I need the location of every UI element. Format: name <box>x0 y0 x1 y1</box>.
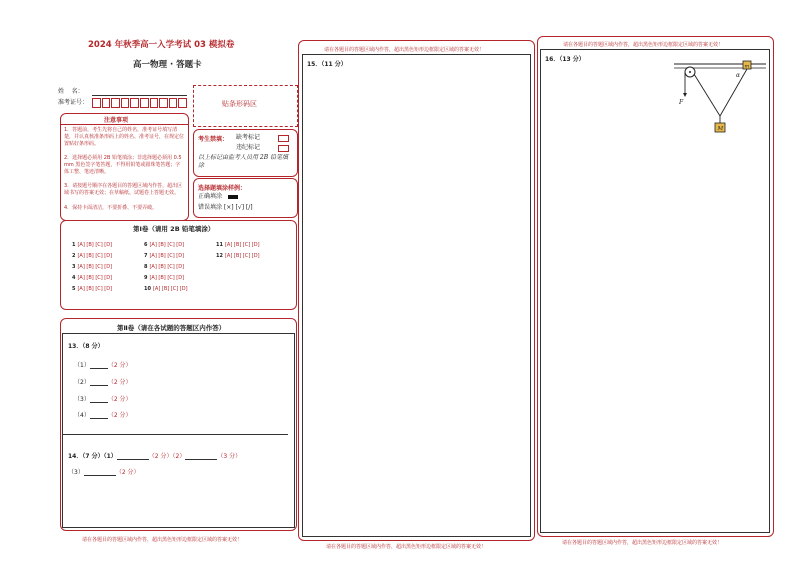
section1-title: 第Ⅰ卷（请用 2B 铅笔填涂） <box>133 225 215 233</box>
mcq-row[interactable] <box>144 242 184 248</box>
mcq-row[interactable] <box>72 264 112 270</box>
mcq-options[interactable]: [A] [B] [C] [D] <box>152 286 188 292</box>
notice-item: 4．保持卡面清洁，不要折叠、不要弄破。 <box>64 205 158 211</box>
violation-mark-label: 违纪标记 <box>236 144 261 151</box>
points: （2 分）（2） <box>148 453 186 460</box>
notice-divider <box>60 124 189 125</box>
angle-label: α <box>736 72 741 79</box>
points: （2 分） <box>107 379 132 386</box>
mass-small-label: m <box>744 63 750 70</box>
points: （2 分） <box>107 396 132 403</box>
mcq-row[interactable] <box>72 253 112 259</box>
mcq-options[interactable]: [A] [B] [C] [D] <box>149 242 185 248</box>
mcq-number: 2 <box>72 253 76 259</box>
notice-item: 3．请按题号顺序在各题目的答题区域内作答，超出区域书写的答案无效；在草稿纸、试题卷上答题无效。 <box>64 183 183 196</box>
q15-answer-box[interactable] <box>302 54 531 537</box>
answer-blank[interactable] <box>90 396 108 403</box>
q14-label: 14．（7 分）（1） <box>68 453 117 460</box>
q13-q14-divider <box>62 434 288 435</box>
name-label: 姓 名： <box>58 88 84 95</box>
pulley-figure <box>670 58 768 138</box>
mcq-row[interactable] <box>216 253 260 259</box>
q15-label: 15．（11 分） <box>307 61 347 68</box>
notice-title: 注意事项 <box>104 117 129 124</box>
answer-blank[interactable] <box>90 362 108 369</box>
exam-marks-label: 考生禁填： <box>198 136 229 143</box>
mcq-options[interactable]: [A] [B] [C] [D] <box>77 275 113 281</box>
warning-text: 请在各题目的答题区域内作答，超出黑色矩形边框限定区域的答案无效！ <box>563 42 724 48</box>
pulley-axle <box>689 71 691 73</box>
mcq-number: 12 <box>216 253 223 259</box>
fill-example-title: 选择题填涂样例： <box>198 185 247 192</box>
mass-large-label: M <box>717 126 724 132</box>
warning-text: 请在各题目的答题区域内作答，超出黑色矩形边框限定区域的答案无效！ <box>326 544 487 550</box>
section2-title: 第Ⅱ卷（请在各试题的答题区内作答） <box>117 324 226 332</box>
id-label: 准考证号： <box>58 99 89 106</box>
mcq-row[interactable] <box>72 275 112 281</box>
warning-text: 请在各题目的答题区域内作答，超出黑色矩形边框限定区域的答案无效！ <box>82 537 243 543</box>
mcq-row[interactable] <box>144 253 184 259</box>
notice-item: 2．选择题必须用 2B 铅笔填涂；非选择题必须用 0.5 mm 黑色签字笔答题，不得用铅笔或圆珠笔答题；字体工整、笔迹清晰。 <box>64 155 182 175</box>
mcq-row[interactable] <box>144 275 184 281</box>
q13-part[interactable] <box>74 377 132 386</box>
warning-text: 请在各题目的答题区域内作答，超出黑色矩形边框限定区域的答案无效！ <box>562 540 723 546</box>
mcq-number: 6 <box>144 242 148 248</box>
q14-line2[interactable] <box>68 467 140 476</box>
warning-text: 请在各题目的答题区域内作答，超出黑色矩形边框限定区域的答案无效！ <box>324 47 485 53</box>
q13-part[interactable] <box>74 360 132 369</box>
answer-blank[interactable] <box>84 469 116 476</box>
q14-line1[interactable] <box>68 451 241 460</box>
exam-subtitle: 高一物理 · 答题卡 <box>133 60 202 70</box>
mcq-options[interactable]: [A] [B] [C] [D] <box>77 242 113 248</box>
q13-part[interactable] <box>74 394 132 403</box>
arrow-head <box>683 93 687 97</box>
q13-part-label: （3） <box>74 396 90 403</box>
points: （2 分） <box>107 412 132 419</box>
mcq-row[interactable] <box>72 286 112 292</box>
rope <box>694 74 720 116</box>
mcq-options[interactable]: [A] [B] [C] [D] <box>149 275 185 281</box>
mcq-number: 4 <box>72 275 76 281</box>
mcq-number: 1 <box>72 242 76 248</box>
id-boxes[interactable] <box>92 98 187 108</box>
mcq-options[interactable]: [A] [B] [C] [D] <box>77 264 113 270</box>
mcq-options[interactable]: [A] [B] [C] [D] <box>224 242 260 248</box>
wrong-fill-label: 错误填涂 [×] [√] [/] <box>198 204 253 211</box>
answer-blank[interactable] <box>90 379 108 386</box>
correct-fill-sample <box>228 195 238 199</box>
q13-part-label: （4） <box>74 412 90 419</box>
name-field[interactable] <box>92 95 187 96</box>
mcq-row[interactable] <box>144 286 188 292</box>
points: （2 分） <box>107 362 132 369</box>
mcq-number: 10 <box>144 286 151 292</box>
answer-blank[interactable] <box>185 453 217 460</box>
q13-part-label: （1） <box>74 362 90 369</box>
points: （2 分） <box>115 469 140 476</box>
mcq-number: 3 <box>72 264 76 270</box>
answer-blank[interactable] <box>117 453 149 460</box>
notice-item: 1．答题前，考生先将自己的姓名，准考证号填写清楚，并认真核准条形码上的姓名、准考证号，在规定位置贴好条形码。 <box>64 127 185 147</box>
correct-fill-label: 正确填涂 <box>198 193 223 200</box>
exam-marks-note: 以上标记由监考人员用 2B 铅笔填涂 <box>198 154 289 169</box>
rope <box>720 69 747 116</box>
violation-mark-box[interactable] <box>278 145 289 152</box>
mcq-number: 11 <box>216 242 223 248</box>
mcq-number: 8 <box>144 264 148 270</box>
force-label: F <box>679 99 684 106</box>
mcq-options[interactable]: [A] [B] [C] [D] <box>149 253 185 259</box>
mcq-row[interactable] <box>72 242 112 248</box>
answer-blank[interactable] <box>90 412 108 419</box>
exam-title: 2024 年秋季高一入学考试 03 模拟卷 <box>88 40 235 50</box>
mcq-row[interactable] <box>144 264 184 270</box>
mcq-number: 9 <box>144 275 148 281</box>
q13-label: 13．（8 分） <box>68 343 104 350</box>
mcq-options[interactable]: [A] [B] [C] [D] <box>77 253 113 259</box>
mcq-number: 5 <box>72 286 76 292</box>
mcq-row[interactable] <box>216 242 260 248</box>
mcq-number: 7 <box>144 253 148 259</box>
absent-mark-box[interactable] <box>278 135 289 142</box>
q13-part-label: （2） <box>74 379 90 386</box>
mcq-options[interactable]: [A] [B] [C] [D] <box>77 286 113 292</box>
q13-part[interactable] <box>74 410 132 419</box>
q16-label: 16．（13 分） <box>545 56 585 63</box>
mcq-options[interactable]: [A] [B] [C] [D] <box>149 264 185 270</box>
q14-part-label: （3） <box>68 469 84 476</box>
points: （3 分） <box>217 453 242 460</box>
absent-mark-label: 缺考标记 <box>236 134 261 141</box>
barcode-label: 贴条形码区 <box>222 100 257 108</box>
mcq-options[interactable]: [A] [B] [C] [D] <box>224 253 260 259</box>
